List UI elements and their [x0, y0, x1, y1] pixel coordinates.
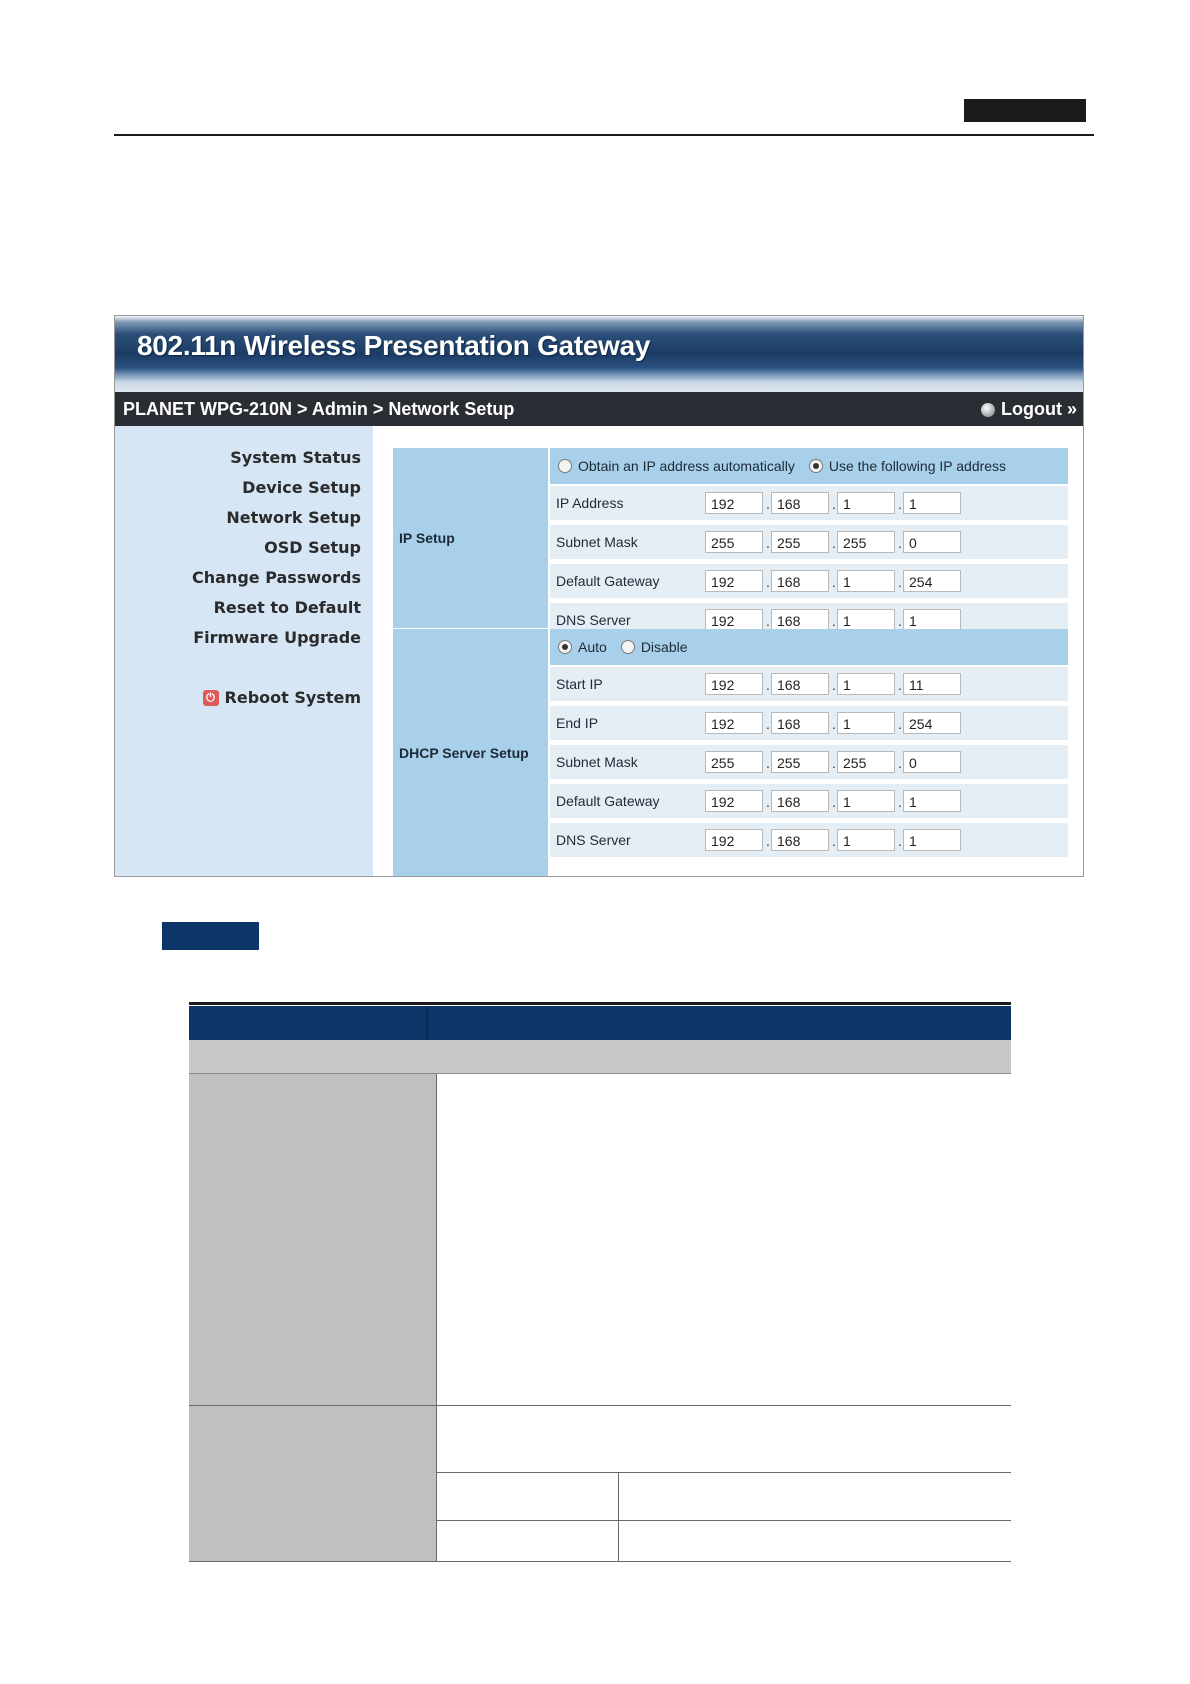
octet-separator: .: [766, 496, 770, 512]
reboot-label: Reboot System: [224, 688, 361, 707]
dhcp-octet-input[interactable]: 254: [903, 712, 961, 734]
sidebar-item-change-passwords[interactable]: Change Passwords: [192, 568, 361, 587]
header-tag-bar: [964, 99, 1086, 122]
ip-setup-octet-input[interactable]: 192: [705, 492, 763, 514]
dhcp-row: [550, 821, 1068, 857]
table-row-label-cell: [189, 1074, 436, 1405]
ip-setup-octet-input[interactable]: 1: [837, 570, 895, 592]
power-icon: ⏻: [203, 690, 219, 706]
table-row-divider: [436, 1472, 1011, 1473]
dhcp-octet-input[interactable]: 255: [837, 751, 895, 773]
sidebar-item-reset-to-default[interactable]: Reset to Default: [213, 598, 361, 617]
ip-setup-field-label: Subnet Mask: [556, 534, 638, 550]
dhcp-octet-input[interactable]: 1: [837, 712, 895, 734]
octet-separator: .: [898, 716, 902, 732]
logout-icon: [981, 403, 995, 417]
dhcp-auto-radio[interactable]: [558, 640, 572, 654]
table-top-rule: [189, 1002, 1011, 1005]
ip-setup-octet-input[interactable]: 255: [705, 531, 763, 553]
dhcp-octet-input[interactable]: 11: [903, 673, 961, 695]
obtain-ip-auto-radio[interactable]: [558, 459, 572, 473]
header-rule: [114, 134, 1094, 136]
table-header: [189, 1006, 1011, 1040]
octet-separator: .: [832, 496, 836, 512]
app-banner: [115, 316, 1083, 392]
ip-setup-octet-input[interactable]: 255: [771, 531, 829, 553]
ip-setup-field-label: Default Gateway: [556, 573, 660, 589]
octet-separator: .: [898, 613, 902, 629]
octet-separator: .: [766, 535, 770, 551]
breadcrumb-bar: [115, 392, 1083, 426]
octet-separator: .: [832, 535, 836, 551]
octet-separator: .: [898, 833, 902, 849]
ip-setup-octet-input[interactable]: 168: [771, 570, 829, 592]
octet-separator: .: [832, 794, 836, 810]
sidebar-item-osd-setup[interactable]: OSD Setup: [264, 538, 361, 557]
dhcp-field-label: Start IP: [556, 676, 603, 692]
dhcp-octet-input[interactable]: 1: [903, 790, 961, 812]
dhcp-row: [550, 704, 1068, 740]
dhcp-octet-input[interactable]: 192: [705, 790, 763, 812]
network-setup-form: [373, 426, 1083, 876]
table-row-divider: [189, 1405, 1011, 1406]
dhcp-mode-radio-row: [550, 629, 1068, 665]
sidebar-item-reboot-system[interactable]: [203, 688, 361, 707]
figure-caption-tag: [162, 922, 259, 950]
sidebar: [115, 426, 373, 876]
ip-setup-section-label: IP Setup: [393, 448, 548, 628]
octet-separator: .: [832, 613, 836, 629]
ip-setup-octet-input[interactable]: 168: [771, 609, 829, 631]
dhcp-octet-input[interactable]: 168: [771, 829, 829, 851]
dhcp-disable-label: Disable: [640, 639, 688, 655]
dhcp-octet-input[interactable]: 255: [705, 751, 763, 773]
table-column-divider: [618, 1472, 619, 1561]
table-column-divider: [436, 1074, 437, 1561]
octet-separator: .: [766, 833, 770, 849]
ip-setup-row: [550, 562, 1068, 598]
ip-setup-octet-input[interactable]: 168: [771, 492, 829, 514]
table-row-label-cell: [189, 1406, 436, 1561]
ip-setup-octet-input[interactable]: 0: [903, 531, 961, 553]
dhcp-row: [550, 743, 1068, 779]
octet-separator: .: [766, 755, 770, 771]
octet-separator: .: [766, 716, 770, 732]
octet-separator: .: [766, 613, 770, 629]
octet-separator: .: [898, 535, 902, 551]
logout-button[interactable]: [981, 399, 1077, 420]
octet-separator: .: [898, 755, 902, 771]
sidebar-item-system-status[interactable]: System Status: [230, 448, 361, 467]
dhcp-octet-input[interactable]: 192: [705, 829, 763, 851]
dhcp-row: [550, 782, 1068, 818]
obtain-ip-auto-label: Obtain an IP address automatically: [578, 458, 795, 474]
sidebar-item-device-setup[interactable]: Device Setup: [242, 478, 361, 497]
dhcp-field-label: End IP: [556, 715, 599, 731]
dhcp-field-label: Subnet Mask: [556, 754, 638, 770]
octet-separator: .: [898, 677, 902, 693]
dhcp-octet-input[interactable]: 1: [837, 829, 895, 851]
octet-separator: .: [766, 677, 770, 693]
dhcp-octet-input[interactable]: 192: [705, 712, 763, 734]
sidebar-item-network-setup[interactable]: Network Setup: [226, 508, 361, 527]
ip-mode-radio-row: [550, 448, 1068, 484]
ip-setup-field-label: DNS Server: [556, 612, 631, 628]
dhcp-section-label: DHCP Server Setup: [393, 629, 548, 876]
octet-separator: .: [832, 833, 836, 849]
table-row-divider: [436, 1520, 1011, 1521]
app-title: 802.11n Wireless Presentation Gateway: [137, 330, 651, 361]
ip-setup-octet-input[interactable]: 1: [903, 492, 961, 514]
dhcp-octet-input[interactable]: 192: [705, 673, 763, 695]
dhcp-row: [550, 665, 1068, 701]
octet-separator: .: [832, 755, 836, 771]
dhcp-field-label: DNS Server: [556, 832, 631, 848]
ip-setup-field-label: IP Address: [556, 495, 624, 511]
dhcp-octet-input[interactable]: 1: [903, 829, 961, 851]
ip-setup-octet-input[interactable]: 192: [705, 609, 763, 631]
octet-separator: .: [898, 496, 902, 512]
octet-separator: .: [766, 574, 770, 590]
dhcp-octet-input[interactable]: 0: [903, 751, 961, 773]
web-ui-screenshot: [114, 315, 1084, 877]
dhcp-auto-label: Auto: [578, 639, 607, 655]
octet-separator: .: [898, 574, 902, 590]
table-bottom-rule: [189, 1561, 1011, 1562]
ip-setup-row: [550, 523, 1068, 559]
breadcrumb: PLANET WPG-210N > Admin > Network Setup: [123, 399, 515, 419]
octet-separator: .: [832, 716, 836, 732]
use-static-ip-label: Use the following IP address: [828, 458, 1007, 474]
ip-setup-octet-input[interactable]: 1: [837, 609, 895, 631]
ip-setup-octet-input[interactable]: 255: [837, 531, 895, 553]
ip-setup-row: [550, 484, 1068, 520]
dhcp-field-label: Default Gateway: [556, 793, 660, 809]
dhcp-disable-radio[interactable]: [621, 640, 635, 654]
ip-setup-octet-input[interactable]: 1: [903, 609, 961, 631]
dhcp-octet-input[interactable]: 168: [771, 790, 829, 812]
dhcp-octet-input[interactable]: 1: [837, 673, 895, 695]
octet-separator: .: [766, 794, 770, 810]
dhcp-octet-input[interactable]: 168: [771, 712, 829, 734]
octet-separator: .: [898, 794, 902, 810]
dhcp-octet-input[interactable]: 255: [771, 751, 829, 773]
dhcp-octet-input[interactable]: 168: [771, 673, 829, 695]
use-static-ip-radio[interactable]: [809, 459, 823, 473]
logout-label: Logout »: [1001, 399, 1077, 419]
octet-separator: .: [832, 677, 836, 693]
ip-setup-octet-input[interactable]: 192: [705, 570, 763, 592]
sidebar-item-firmware-upgrade[interactable]: Firmware Upgrade: [193, 628, 361, 647]
dhcp-octet-input[interactable]: 1: [837, 790, 895, 812]
table-header-divider: [426, 1006, 428, 1040]
octet-separator: .: [832, 574, 836, 590]
ip-setup-octet-input[interactable]: 254: [903, 570, 961, 592]
table-subheader: [189, 1040, 1011, 1074]
ip-setup-octet-input[interactable]: 1: [837, 492, 895, 514]
